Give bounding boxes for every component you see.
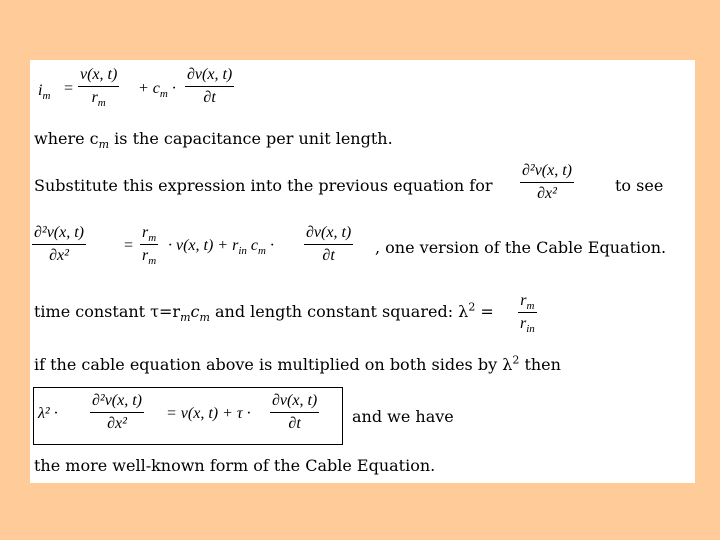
eq2-frac3-numerator: ∂v(x, t): [306, 224, 352, 241]
eq1-frac1-numerator: v(x, t): [80, 66, 118, 83]
fraction-bar: [90, 412, 144, 413]
and-we-have-text: and we have: [352, 407, 454, 426]
substitute-frac-denominator: ∂x²: [537, 185, 557, 202]
eq3-frac1-denominator: ∂x²: [107, 415, 127, 432]
eq1-fraction-1: [78, 66, 119, 110]
time-constant-line: time constant $\tau=r_mc_m$ and length constant squared: $\lambda^2$ =: [34, 300, 494, 325]
eq3-middle-term: = v(x, t) + τ ·: [166, 405, 251, 422]
substitute-frac-numerator: ∂²v(x, t): [522, 162, 573, 179]
eq1-frac1-denominator: $r_m$: [91, 89, 106, 110]
fraction-bar: [32, 244, 86, 245]
length-constant-fraction: [518, 292, 537, 336]
fraction-bar: [140, 244, 158, 245]
eq1-lhs: $i_m$: [38, 82, 51, 103]
eq2-frac1-numerator: ∂²v(x, t): [34, 224, 85, 241]
eq3-fraction-2: [270, 392, 319, 433]
boxed-equation: [33, 387, 343, 445]
eq1-plus-term: + $c_m$ ·: [138, 80, 176, 101]
eq3-frac2-denominator: ∂t: [288, 415, 301, 432]
eq3-lhs: λ² ·: [38, 405, 58, 422]
eq2-frac3-denominator: ∂t: [322, 247, 335, 264]
eq1-frac2-denominator: ∂t: [203, 89, 216, 106]
eq1-equals: =: [64, 80, 74, 97]
eq2-fraction-3: [304, 224, 353, 265]
length-frac-denominator: $r_{in}$: [520, 315, 535, 336]
substitute-fraction: [520, 162, 574, 203]
substitute-line: Substitute this expression into the previous equation for: [34, 176, 493, 195]
eq2-fraction-2: [140, 224, 158, 268]
eq3-fraction-1: [90, 392, 144, 433]
eq1-fraction-2: [185, 66, 234, 107]
length-frac-numerator: $r_m$: [520, 292, 535, 313]
eq2-fraction-1: [32, 224, 86, 265]
where-line: where $c_m$ is the capacitance per unit length.: [34, 129, 393, 152]
eq2-frac2-numerator: $r_m$: [142, 224, 157, 245]
eq2-middle-term: · v(x, $t) + r_{in}$ $c_m$ ·: [168, 237, 274, 258]
eq2-equals: =: [124, 237, 134, 254]
eq3-frac2-numerator: ∂v(x, t): [272, 392, 318, 409]
slide-content: [30, 60, 695, 483]
fraction-bar: [185, 86, 234, 87]
eq1-frac2-numerator: ∂v(x, t): [187, 66, 233, 83]
fraction-bar: [304, 244, 353, 245]
eq2-tail-text: , one version of the Cable Equation.: [375, 238, 667, 257]
eq2-frac1-denominator: ∂x²: [49, 247, 69, 264]
multiply-line: if the cable equation above is multiplied on both sides by $\lambda^2$ then: [34, 353, 561, 374]
fraction-bar: [270, 412, 319, 413]
closing-line: the more well-known form of the Cable Equation.: [34, 456, 436, 475]
to-see-text: to see: [615, 176, 664, 195]
fraction-bar: [520, 182, 574, 183]
eq2-frac2-denominator: $r_m$: [142, 247, 157, 268]
fraction-bar: [518, 312, 537, 313]
fraction-bar: [78, 86, 119, 87]
eq3-frac1-numerator: ∂²v(x, t): [92, 392, 143, 409]
